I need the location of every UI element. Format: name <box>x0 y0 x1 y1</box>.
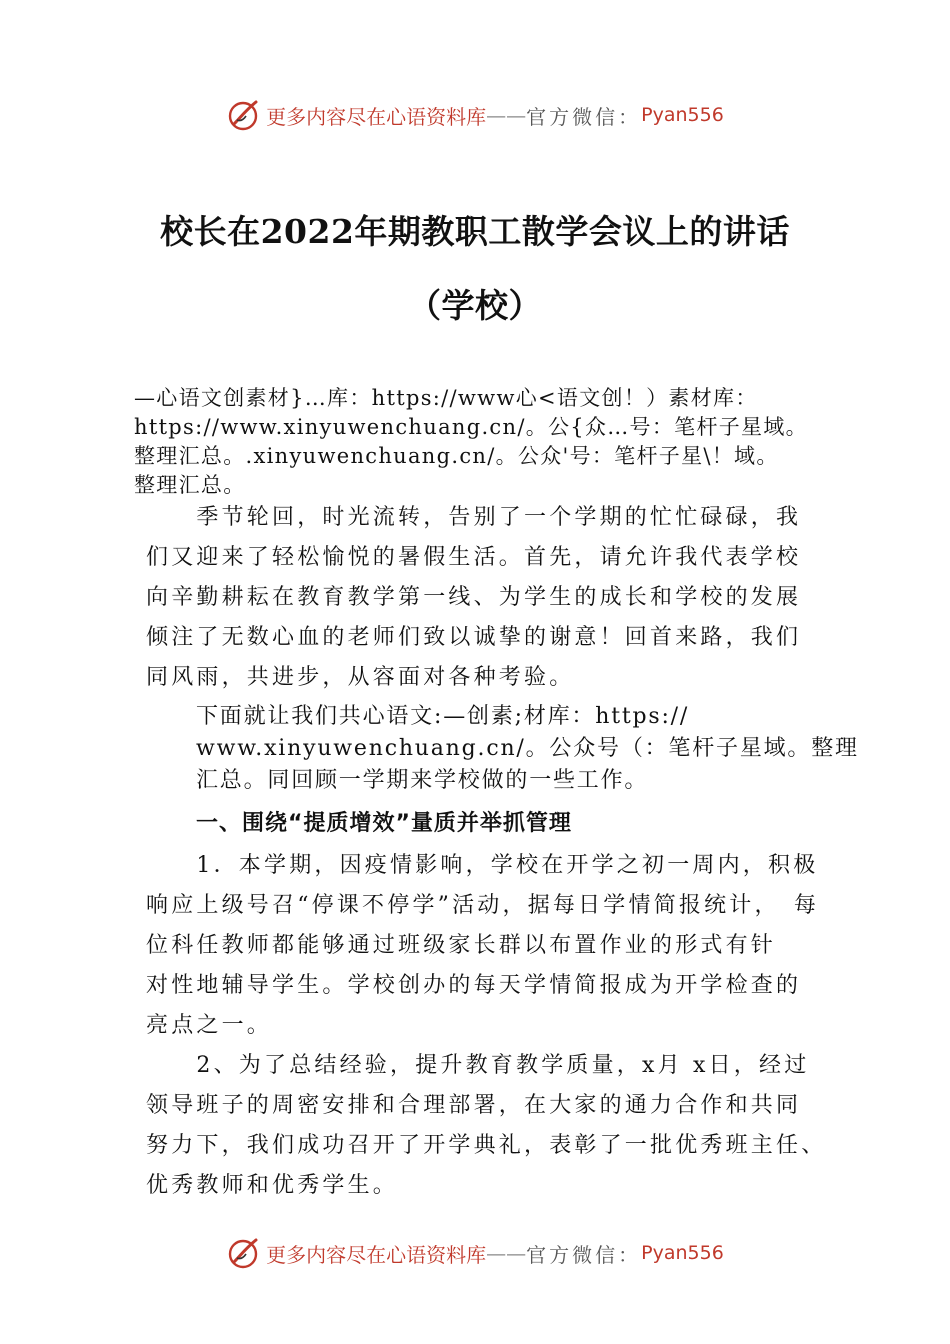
banner-wechat-id: Pyan556 <box>641 1242 724 1264</box>
paragraph-line: 季节轮回，时光流转，告别了一个学期的忙忙碌碌，我 <box>146 505 802 530</box>
paragraph-line: 汇总。同回顾一学期来学校做的一些工作。 <box>196 768 649 793</box>
paragraph-line: 同风雨，共进步，从容面对各种考验。 <box>146 665 575 690</box>
banner-dash: —— <box>486 103 527 127</box>
paragraph-line: 对性地辅导学生。学校创办的每天学情简报成为开学检查的 <box>146 973 802 998</box>
banner-wechat-label: 官方微信： <box>526 1242 642 1267</box>
header-banner <box>0 95 950 135</box>
banner-dash: —— <box>486 1241 527 1265</box>
paragraph-line: 们又迎来了轻松愉悦的暑假生活。首先，请允许我代表学校 <box>146 545 802 570</box>
banner-title: 更多内容尽在心语资料库 <box>266 1242 487 1267</box>
brush-logo-icon <box>226 98 260 132</box>
section-heading-1: 一、围绕“提质增效”量质并举抓管理 <box>196 811 572 836</box>
paragraph-line: 亮点之一。 <box>146 1013 273 1038</box>
paragraph-line: 努力下，我们成功召开了开学典礼，表彰了一批优秀班主任、 <box>146 1133 827 1158</box>
paragraph-review <box>196 701 859 797</box>
paragraph-line: 领导班子的周密安排和合理部署，在大家的通力合作和共同 <box>146 1093 802 1118</box>
source-line: https://www.xinyuwenchuang.cn/。公{众…号：笔杆子星域。 <box>134 415 808 439</box>
document-subtitle: （学校） <box>408 286 542 325</box>
source-line: —心语文创素材}…库：https://www心<语文创！）素材库： <box>134 386 758 410</box>
paragraph-line: 2、为了总结经验，提升教育教学质量，x月 x日，经过 <box>146 1053 810 1078</box>
paragraph-line: 向辛勤耕耘在教育教学第一线、为学生的成长和学校的发展 <box>146 585 802 610</box>
paragraph-line: 位科任教师都能够通过班级家长群以布置作业的形式有针 <box>146 933 777 958</box>
banner-wechat-label: 官方微信： <box>526 104 642 129</box>
banner-wechat-id: Pyan556 <box>641 104 724 126</box>
banner-title: 更多内容尽在心语资料库 <box>266 104 487 129</box>
footer-banner <box>0 1233 950 1273</box>
paragraph-line: 下面就让我们共心语文:—创素;材库：https:// <box>196 704 690 729</box>
paragraph-line: 响应上级号召“停课不停学”活动，据每日学情简报统计， 每 <box>146 893 820 918</box>
paragraph-line: 倾注了无数心血的老师们致以诚挚的谢意！回首来路，我们 <box>146 625 802 650</box>
brush-logo-icon <box>226 1236 260 1270</box>
paragraph-item-1 <box>146 846 846 1046</box>
source-line: 整理汇总。 <box>134 473 246 497</box>
paragraph-line: 优秀教师和优秀学生。 <box>146 1173 399 1198</box>
paragraph-item-2 <box>146 1046 846 1206</box>
source-line: 整理汇总。.xinyuwenchuang.cn/。公众'号：笔杆子星\！域。 <box>134 444 779 468</box>
document-title: 校长在2022年期教职工散学会议上的讲话 <box>160 212 790 251</box>
source-note <box>134 384 854 500</box>
paragraph-line: www.xinyuwenchuang.cn/。公众号（：笔杆子星域。整理 <box>196 736 859 761</box>
paragraph-intro <box>146 498 846 698</box>
paragraph-line: 1．本学期，因疫情影响，学校在开学之初一周内，积极 <box>146 853 819 878</box>
